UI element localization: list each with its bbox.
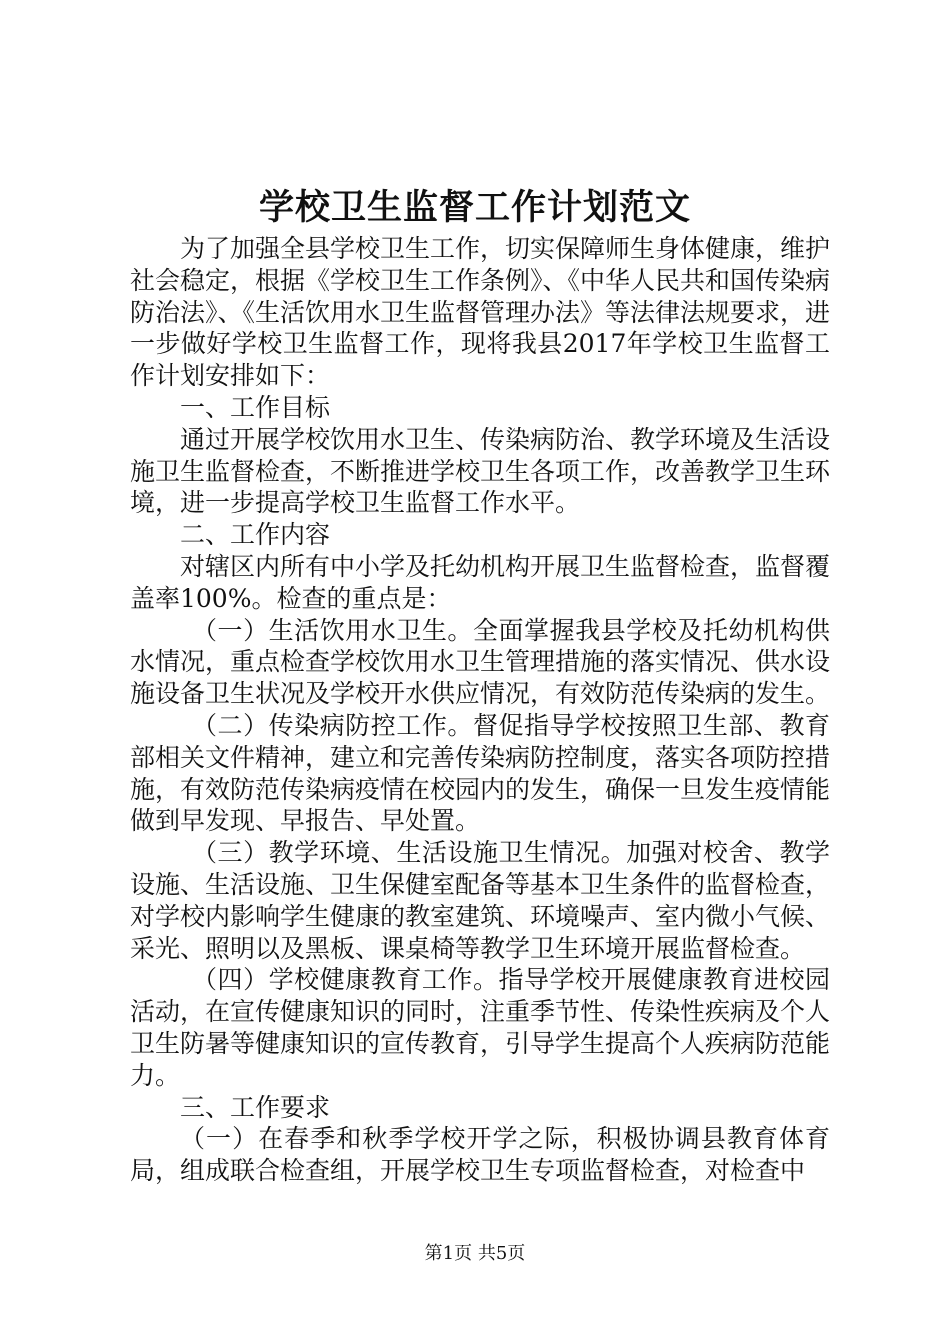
paragraph-goals: 通过开展学校饮用水卫生、传染病防治、教学环境及生活设施卫生监督检查，不断推进学校卫生各项工作，改善教学卫生环境，进一步提高学校卫生监督工作水平。 (130, 424, 831, 518)
paragraph-item-1: （一）生活饮用水卫生。全面掌握我县学校及托幼机构供水情况，重点检查学校饮用水卫生管理措施的落实情况、供水设施设备卫生状况及学校开水供应情况，有效防范传染病的发生。 (130, 615, 831, 709)
paragraph-intro: 为了加强全县学校卫生工作，切实保障师生身体健康，维护社会稳定，根据《学校卫生工作条例》、《中华人民共和国传染病防治法》、《生活饮用水卫生监督管理办法》等法律法规要求，进一步做好学校卫生监督工作，现将我县2017年学校卫生监督工作计划安排如下： (130, 234, 831, 391)
section-heading-content: 二、工作内容 (180, 520, 331, 550)
paragraph-content: 对辖区内所有中小学及托幼机构开展卫生监督检查，监督覆盖率100%。检查的重点是： (130, 551, 831, 613)
paragraph-item-4: （四）学校健康教育工作。指导学校开展健康教育进校园活动，在宣传健康知识的同时，注重季节性、传染性疾病及个人卫生防暑等健康知识的宣传教育，引导学生提高个人疾病防范能力。 (130, 965, 831, 1090)
paragraph-requirement-1: （一）在春季和秋季学校开学之际，积极协调县教育体育局，组成联合检查组，开展学校卫生专项监督检查，对检查中 (130, 1124, 830, 1186)
paragraph-item-3: （三）教学环境、生活设施卫生情况。加强对校舍、教学设施、生活设施、卫生保健室配备等基本卫生条件的监督检查，对学校内影响学生健康的教室建筑、环境噪声、室内微小气候、采光、照明以及黑板、课桌椅等教学卫生环境开展监督检查。 (130, 838, 831, 963)
page-footer: 第1页 共5页 (424, 1243, 526, 1264)
section-heading-requirements: 三、工作要求 (180, 1092, 331, 1122)
document-title: 学校卫生监督工作计划范文 (258, 187, 691, 228)
section-heading-goals: 一、工作目标 (180, 392, 331, 422)
paragraph-item-2: （二）传染病防控工作。督促指导学校按照卫生部、教育部相关文件精神，建立和完善传染病防控制度，落实各项防控措施，有效防范传染病疫情在校园内的发生，确保一旦发生疫情能做到早发现、早报告、早处置。 (130, 710, 831, 836)
document-body (130, 233, 830, 1187)
